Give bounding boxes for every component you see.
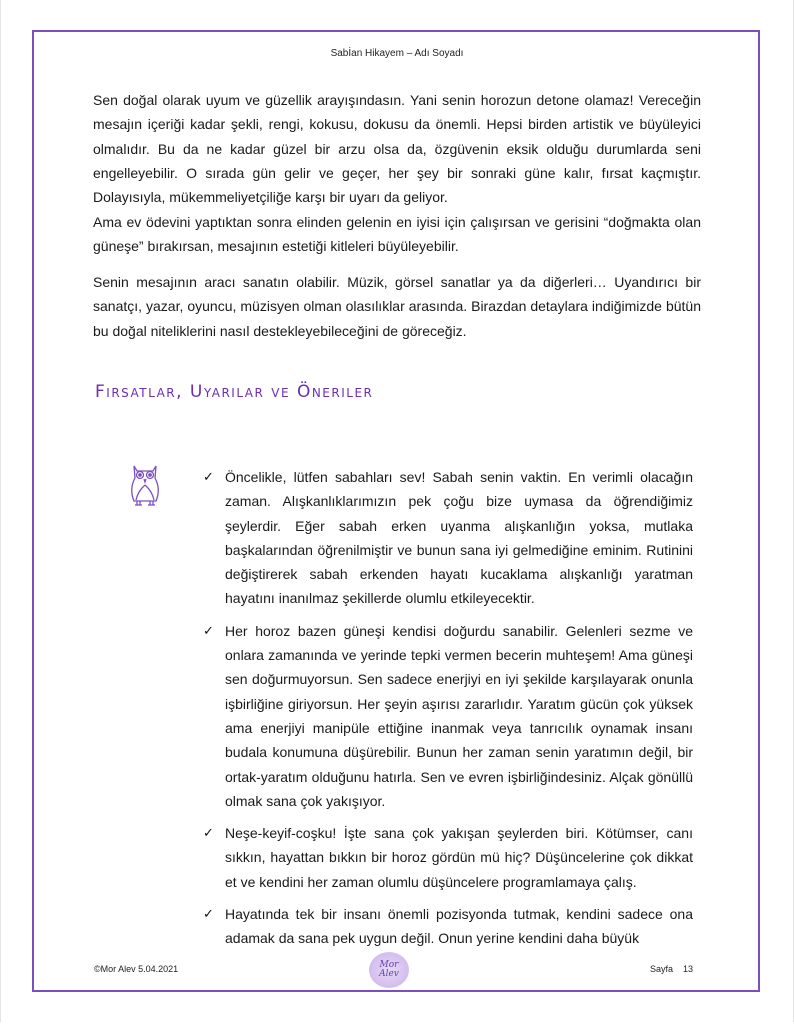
list-item-text: Neşe-keyif-coşku! İşte sana çok yakışan şeylerden biri. Kötümser, canı sıkkın, hayattan bıkkın bir horoz gördün mü hiç? Düşüncelerine çok dikkat et ve kendini her zaman olumlu düşüncelere programlamaya çalış. xyxy=(225,825,693,890)
page-label: Sayfa xyxy=(650,964,674,974)
page-number-block xyxy=(650,964,693,974)
list-item xyxy=(203,902,693,951)
checkmark-icon: ✓ xyxy=(203,906,214,922)
list-item xyxy=(203,619,693,813)
page-header: Sabİan Hikayem – Adı Soyadı xyxy=(330,48,464,59)
logo-line-2: Alev xyxy=(379,969,399,979)
list-item xyxy=(203,821,693,894)
checkmark-icon: ✓ xyxy=(203,622,214,638)
footer-copyright: ©Mor Alev 5.04.2021 xyxy=(94,964,179,974)
logo-line-1: Mor xyxy=(379,960,399,970)
mor-alev-logo xyxy=(369,952,409,988)
list-item-text: Öncelikle, lütfen sabahları sev! Sabah senin vaktin. En verimli olacağın zaman. Alışkanlıklarımızın pek çoğu bize uymasa da öğrendiğimiz şeylerdir. Eğer sabah erken uyanma alışkanlığın yoksa, mutlaka başkalarından öğrenilmiştir ve bunun sana iyi gelmediğine eminim. Rutinini değiştirerek sabah erkenden hayatı kucaklama alışkanlığı yaratman hayatını inanılmaz şekillerde olumlu etkileyecektir. xyxy=(225,469,693,607)
paragraph-2: Ama ev ödevini yaptıktan sonra elinden gelenin en iyisi için çalışırsan ve gerisini “doğmakta olan güneşe” bırakırsan, mesajının estetiği kitleleri büyüleyebilir. xyxy=(93,214,701,255)
paragraph-3: Senin mesajının aracı sanatın olabilir. Müzik, görsel sanatlar ya da diğerleri… Uyandırıcı bir sanatçı, yazar, oyuncu, müzisyen olman olasılıklar arasında. Birazdan detaylara indiğimizde bütün bu doğal niteliklerini nasıl destekleyebileceğini de göreceğiz. xyxy=(93,274,701,339)
section-heading: Fırsatlar, Uyarılar ve Öneriler xyxy=(95,382,374,402)
checkmark-icon: ✓ xyxy=(203,469,214,484)
owl-icon xyxy=(128,463,162,511)
checkmark-icon: ✓ xyxy=(203,825,214,841)
paragraph-1: Sen doğal olarak uyum ve güzellik arayışındasın. Yani senin horozun detone olamaz! Vereceğin mesajın içeriği kadar şekli, rengi, kokusu, dokusu da önemli. Hepsi birden artistik ve büyüleyici olmalıdır. Bu da ne kadar güzel bir arzu olsa da, özgüvenin eksik olduğu durumlarda seni engelleyebilir. O sırada gün gelir ve geçer, her şey bir sonraki güne kalır, fırsat kaçmıştır. Dolayısıyla, mükemmeliyetçiliğe karşı bir uyarı da geliyor. xyxy=(93,92,701,206)
recommendations-list xyxy=(203,465,693,959)
list-item-text: Her horoz bazen güneşi kendisi doğurdu sanabilir. Gelenleri sezme ve onlara zamanında ve yerinde tepki vermen becerin muhteşem! Ama güneşi sen doğurmuyorsun. Sen sadece enerjiyi en iyi şekilde karşılayarak onunla işbirliğine giriyorsun. Her şeyin aşırısı zararlıdır. Yaratım gücün çok yüksek ama enerjiyi manipüle ettiğine inanmak veya tanrıcılık oynamak insanı budala konumuna düşürebilir. Bunun her zaman senin yaratımın değil, bir ortak-yaratım olduğunu hatırla. Sen ve evren işbirliğindesiniz. Alçak gönüllü olmak sana çok yakışıyor. xyxy=(225,622,693,809)
list-item xyxy=(203,465,693,611)
page-number: 13 xyxy=(683,964,694,974)
list-item-text: Hayatında tek bir insanı önemli pozisyonda tutmak, kendini sadece ona adamak da sana pek uygun değil. Onun yerine kendini daha büyük xyxy=(225,906,693,947)
